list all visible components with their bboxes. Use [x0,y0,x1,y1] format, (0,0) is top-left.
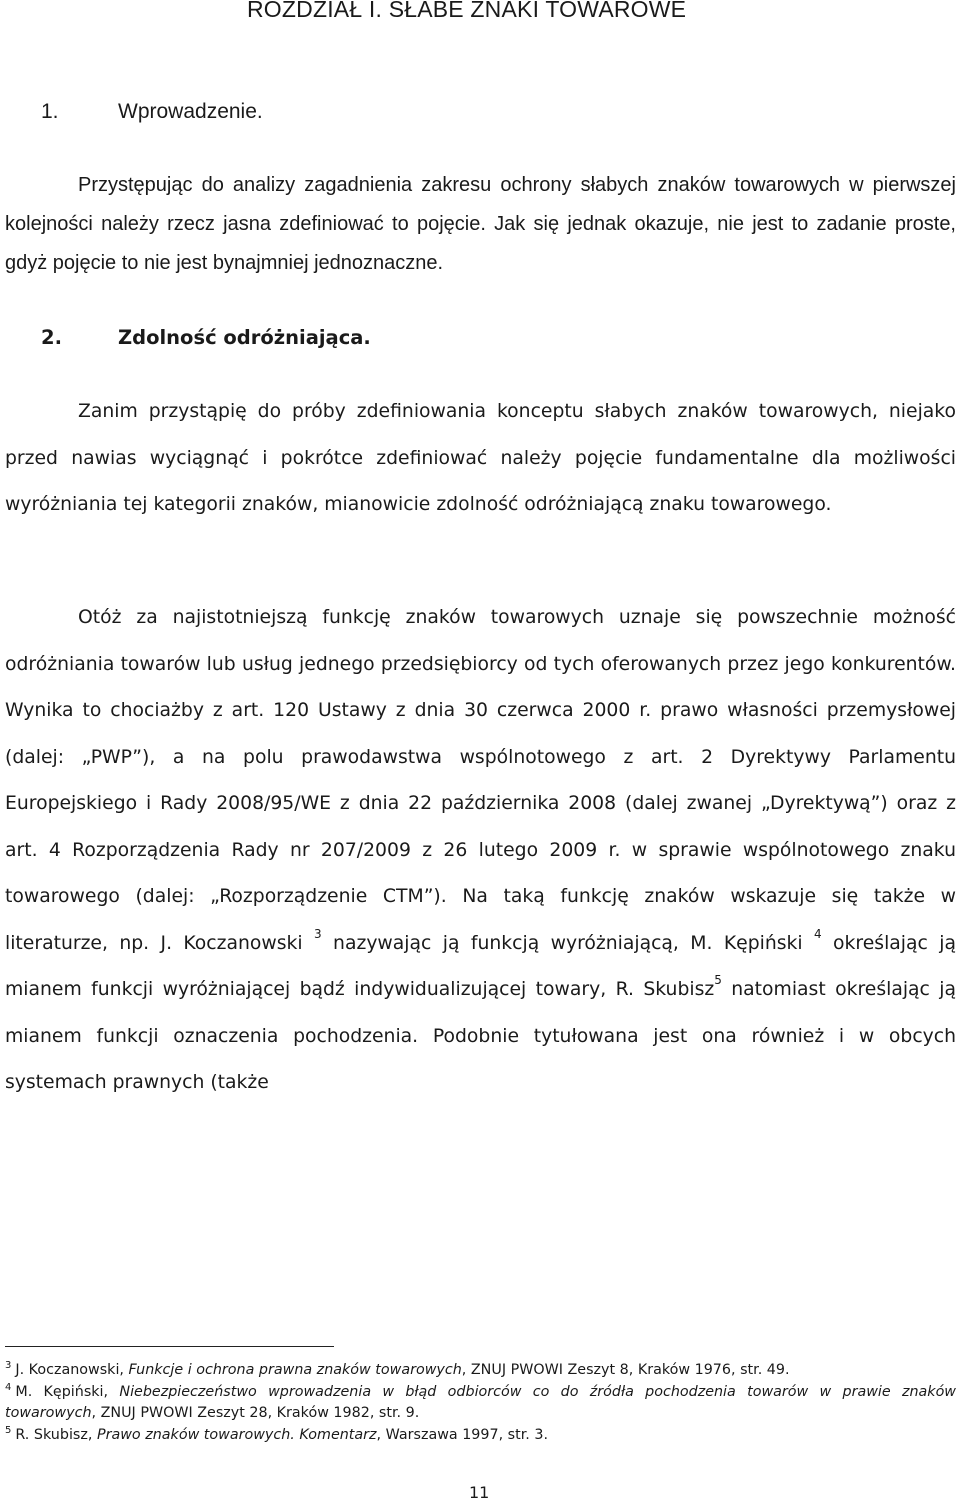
body-paragraph: Zanim przystąpię do próby zdefiniowania konceptu słabych znaków towarowych, niejako przed nawias wyciągnąć i pokrótce zdefiniować należy pojęcie fundamentalne dla możliwości wyróżniania tej kategorii znaków, mianowicie zdolność odróżniającą znaku towarowego. [5,401,956,515]
footnote-author: M. Kępiński, [15,1383,120,1400]
footnote-reference[interactable]: 3 [314,926,322,941]
footnote-reference[interactable]: 4 [814,926,822,941]
section-number: 2. [41,326,62,349]
footnote-title: Niebezpieczeństwo wprowadzenia w błąd odbiorców co do źródła pochodzenia towarów w prawie znaków towarowych [5,1383,957,1421]
paragraph-text: określając ją mianem funkcji wyróżniającej bądź indywidualizującej towary, R. Skubisz [5,932,956,1000]
footnote-title: Funkcje i ochrona prawna znaków towarowych [128,1362,462,1378]
section-heading-introduction [41,100,263,124]
page-number: 11 [469,1483,490,1502]
footnote-author: J. Koczanowski, [15,1362,129,1378]
section-heading-distinctiveness [41,326,371,349]
paragraph-text: Otóż za najistotniejszą funkcję znaków towarowych uznaje się powszechnie możność odróżniania towarów lub usług jednego przedsiębiorcy od tych oferowanych przez jego konkurentów. Wynika to chociażby z art. 120 Ustawy z dnia 30 czerwca 2000 r. prawo własności przemysłowej (dalej: „PWP”), a na polu prawodawstwa wspólnotowego z art. 2 Dyrektywy Parlamentu Europejskiego i Rady 2008/95/WE z dnia 22 października 2008 (dalej zwanej „Dyrektywą”) oraz z art. 4 Rozporządzenia Rady nr 207/2009 z 26 lutego 2009 r. w sprawie wspólnotowego znaku towarowego (dalej: „Rozporządzenie CTM”). Na taką funkcję znaków wskazuje się także w literaturze, np. J. Koczanowski [5,607,956,954]
section-number: 1. [41,100,59,123]
footnote-mark: 3 [5,1360,12,1371]
section-title: Wprowadzenie. [118,100,263,123]
footnote-title: Prawo znaków towarowych. Komentarz [96,1426,377,1443]
footnote-mark: 4 [5,1381,12,1393]
footnote-details: , ZNUJ PWOWI Zeszyt 28, Kraków 1982, str. 9. [91,1405,420,1421]
footnote-details: , Warszawa 1997, str. 3. [376,1426,549,1443]
intro-paragraph: Przystępując do analizy zagadnienia zakresu ochrony słabych znaków towarowych w pierwszej kolejności należy rzecz jasna zdefiniować to pojęcie. Jak się jednak okazuje, nie jest to zadanie proste, gdyż pojęcie to nie jest bynajmniej jednoznaczne. [5,174,956,274]
paragraph-text: nazywając ją funkcją wyróżniającą, M. Kępiński [321,932,803,954]
footnotes [5,1360,956,1446]
paragraph-text: natomiast określając ją mianem funkcji oznaczenia pochodzenia. Podobnie tytułowana jest ona również i w obcych systemach prawnych (także [5,979,956,1093]
body-paragraph-with-references [5,595,956,1107]
footnote-details: , ZNUJ PWOWI Zeszyt 8, Kraków 1976, str. 49. [461,1362,790,1378]
chapter-title: ROZDZIAŁ I. SŁABE ZNAKI TOWAROWE [247,0,687,22]
footnote [5,1382,956,1425]
section-title: Zdolność odróżniająca. [118,326,371,349]
footnote [5,1360,956,1382]
footnote [5,1425,956,1447]
footnote-reference[interactable]: 5 [714,973,722,987]
footnote-mark: 5 [5,1424,12,1436]
footnote-separator [5,1346,334,1347]
footnote-author: R. Skubisz, [15,1426,97,1443]
